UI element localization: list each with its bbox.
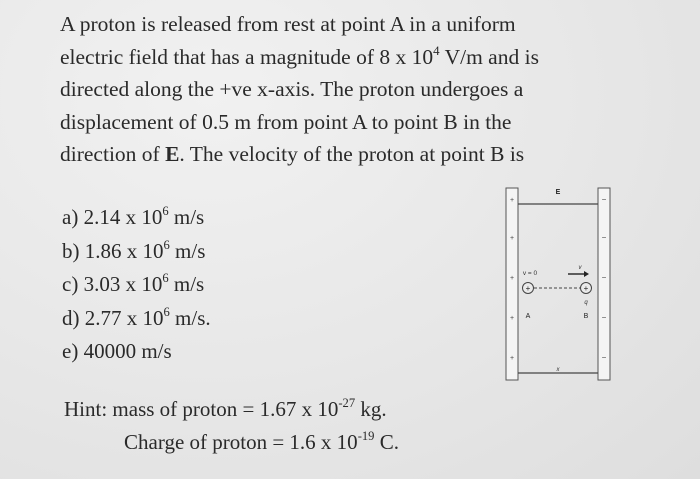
left-plate [506, 188, 518, 380]
svg-text:+: + [509, 355, 515, 362]
exponent: 4 [433, 43, 440, 58]
field-diagram [500, 180, 618, 385]
svg-text:+: + [525, 284, 531, 293]
point-b-label: B [583, 313, 589, 320]
question-line-3: directed along the +ve x-axis. The proton undergoes a [60, 77, 524, 101]
question-text [60, 8, 680, 171]
right-plate [598, 188, 610, 380]
left-plate-sign: + [509, 197, 515, 204]
svg-text:−: − [601, 353, 607, 362]
option-c: c) 3.03 x $10^6$ m/s [62, 271, 205, 296]
option-e: e) 40000 m/s [62, 339, 172, 363]
velocity-b-label: v [578, 265, 582, 271]
svg-text:−: − [601, 313, 607, 322]
answer-options [62, 201, 211, 369]
hint-charge: Charge of proton = 1.6 x $10^{-19}$ C. [124, 429, 399, 454]
charge-label: q [584, 300, 588, 306]
question-line-2: electric field that has a magnitude of 8 x $10^4$ V/m and is [60, 43, 539, 69]
svg-text:+: + [509, 235, 515, 242]
svg-text:+: + [583, 284, 589, 293]
option-a: a) 2.14 x $10^6$ m/s [62, 204, 205, 229]
hint [64, 393, 399, 459]
svg-text:−: − [601, 273, 607, 282]
svg-text:−: − [601, 233, 607, 242]
x-axis-label: x [556, 367, 560, 373]
option-b: b) 1.86 x $10^6$ m/s [62, 237, 206, 263]
question-line-1: A proton is released from rest at point A in a uniform [60, 12, 516, 36]
right-plate-sign: − [601, 195, 607, 204]
question-line-4: displacement of 0.5 m from point A to point B in the [60, 109, 512, 134]
velocity-arrowhead [584, 271, 589, 277]
hint-mass: Hint: mass of proton = 1.67 x $10^{-27}$ kg. [64, 396, 387, 421]
point-a-label: A [525, 313, 531, 320]
field-diagram-svg [500, 180, 618, 385]
svg-text:+: + [509, 275, 515, 282]
question-line-5: direction of E. The velocity of the proton at point B is [60, 142, 525, 166]
field-symbol: E [165, 142, 180, 166]
velocity-zero-label: v = 0 [522, 270, 538, 277]
svg-text:+: + [509, 315, 515, 322]
field-label: E [555, 189, 561, 196]
option-d: d) 2.77 x $10^6$ m/s. [62, 304, 211, 330]
